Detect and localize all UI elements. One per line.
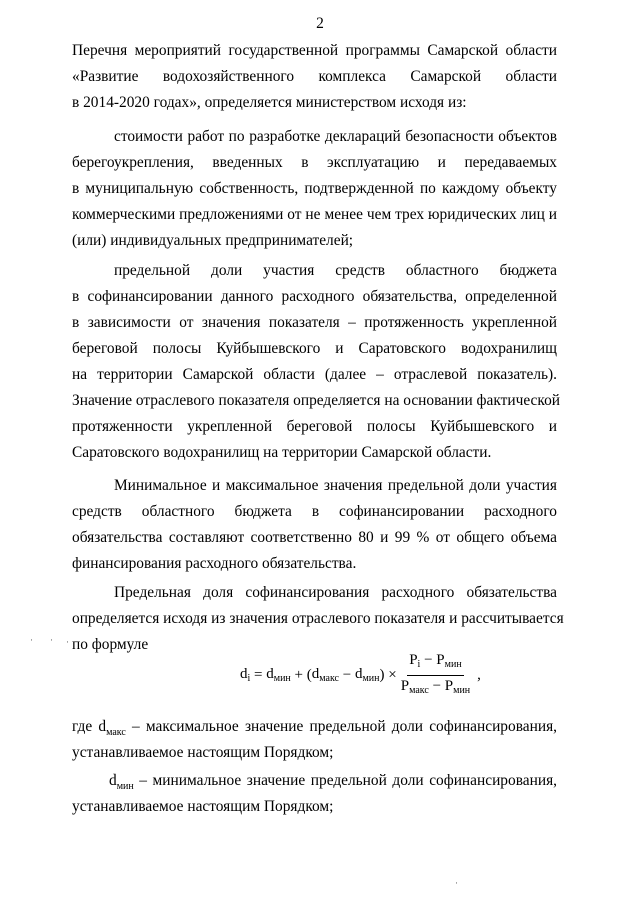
- text-line: берегоукрепления, введенных в эксплуатацию и передаваемых: [72, 154, 557, 171]
- text-line: обязательства составляют соответственно 80 и 99 % от общего объема: [72, 529, 557, 546]
- text-line: Перечня мероприятий государственной программы Самарской области: [72, 42, 557, 59]
- text-line-dmin: $d_{мин}$ – минимальное значение предельной доли софинансирования,: [109, 772, 557, 793]
- text-line: средств областного бюджета в софинансировании расходного: [72, 503, 557, 520]
- text-line: Минимальное и максимальное значения предельной доли участия: [114, 477, 557, 494]
- text-line: в зависимости от значения показателя – протяженность укрепленной: [72, 314, 557, 331]
- paragraph-dmin-definition: [72, 768, 557, 820]
- scan-speck: ·: [455, 878, 458, 888]
- text-line: устанавливаемое настоящим Порядком;: [72, 744, 334, 761]
- formula-dmin: $d_{мин}$: [266, 666, 291, 684]
- text-line: Предельная доля софинансирования расходного обязательства: [114, 584, 557, 601]
- scan-speck: ·: [50, 635, 53, 645]
- text-line: в муниципальную собственность, подтвержденной по каждому объекту: [72, 180, 557, 197]
- fraction-denominator: $P_{макс} - P_{мин}$: [400, 677, 471, 696]
- formula-dmax: $d_{макс}$: [311, 666, 339, 684]
- formula-fraction: [399, 651, 472, 700]
- text-line: финансирования расходного обязательства.: [72, 555, 357, 572]
- text-line: определяется исходя из значения отраслевого показателя и рассчитывается: [72, 610, 564, 627]
- paragraph-cost-of-works: [72, 124, 557, 254]
- formula-plus-open: + (: [290, 666, 312, 683]
- fraction-numerator: $P_i - P_{мин}$: [407, 651, 463, 676]
- text-line: Значение отраслевого показателя определяется на основании фактической: [72, 392, 561, 409]
- page-number: 2: [316, 15, 324, 32]
- formula-dmin-2: $d_{мин}$: [354, 666, 380, 684]
- paragraph-max-share: [72, 258, 561, 466]
- formula-close-times: ) ×: [379, 666, 397, 683]
- text-line: в 2014-2020 годах», определяется министерством исходя из:: [72, 94, 467, 111]
- formula-lhs: $d_i$: [240, 666, 251, 684]
- text-line: коммерческими предложениями от не менее чем трех юридических лиц и: [72, 206, 557, 223]
- text-line: по формуле: [72, 636, 149, 653]
- text-line: в софинансировании данного расходного обязательства, определенной: [72, 288, 557, 305]
- text-line: протяженности укрепленной береговой полосы Куйбышевского и: [72, 418, 557, 435]
- text-line: «Развитие водохозяйственного комплекса Самарской области: [72, 68, 557, 85]
- text-line-dmax: где $d_{макс}$ – максимальное значение предельной доли софинансирования,: [72, 718, 557, 739]
- paragraph-min-max-values: [72, 473, 557, 577]
- text-line: на территории Самарской области (далее – отраслевой показатель).: [72, 366, 557, 383]
- text-line: береговой полосы Куйбышевского и Саратовского водохранилищ: [72, 340, 557, 357]
- paragraph-dmax-definition: [72, 714, 557, 766]
- co-financing-share-formula: [240, 652, 481, 698]
- formula-equals: =: [250, 666, 267, 683]
- paragraph-share-formula-intro: [72, 580, 564, 658]
- scan-speck: ·: [30, 635, 33, 645]
- text-line: устанавливаемое настоящим Порядком;: [72, 798, 334, 815]
- formula-minus: −: [339, 666, 355, 683]
- text-line: Саратовского водохранилищ на территории Самарской области.: [72, 444, 492, 461]
- formula-comma: ,: [477, 666, 481, 683]
- scan-speck: ·: [66, 637, 69, 647]
- text-line: стоимости работ по разработке деклараций безопасности объектов: [114, 128, 557, 145]
- text-line: предельной доли участия средств областного бюджета: [114, 262, 557, 279]
- text-line: (или) индивидуальных предпринимателей;: [72, 232, 354, 249]
- paragraph-program-reference: [72, 38, 557, 116]
